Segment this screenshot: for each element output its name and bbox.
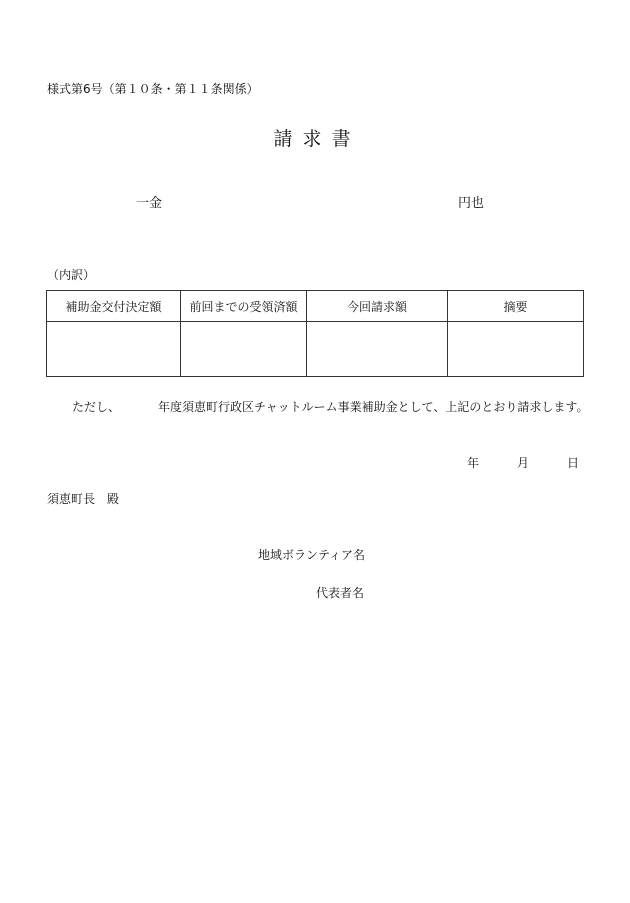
statement-lead: ただし、 xyxy=(72,400,121,414)
organization-name-label: 地域ボランティア名 xyxy=(258,548,366,562)
breakdown-value-row xyxy=(47,322,584,377)
form-number: 様式第6号（第１０条・第１１条関係） xyxy=(47,82,259,96)
cell-decided-amount[interactable] xyxy=(47,322,181,377)
statement-body: 年度須恵町行政区チャットルーム事業補助金として、上記のとおり請求します。 xyxy=(158,400,589,414)
header-current-request: 今回請求額 xyxy=(307,291,448,322)
header-received-amount: 前回までの受領済額 xyxy=(181,291,307,322)
addressee: 須恵町長 殿 xyxy=(47,492,120,506)
cell-current-request[interactable] xyxy=(307,322,448,377)
cell-remarks[interactable] xyxy=(448,322,584,377)
representative-name-label: 代表者名 xyxy=(316,586,365,600)
header-decided-amount: 補助金交付決定額 xyxy=(47,291,181,322)
amount-prefix: 一金 xyxy=(136,196,163,211)
cell-received-amount[interactable] xyxy=(181,322,307,377)
breakdown-table xyxy=(46,290,584,377)
document-title: 請求書 xyxy=(273,128,361,150)
date-month-label: 月 xyxy=(517,456,530,470)
amount-suffix: 円也 xyxy=(458,196,485,211)
date-line xyxy=(467,454,579,471)
date-day-label: 日 xyxy=(567,456,580,470)
header-remarks: 摘要 xyxy=(448,291,584,322)
request-statement xyxy=(72,398,588,415)
breakdown-header-row xyxy=(47,291,584,322)
date-year-label: 年 xyxy=(467,456,480,470)
breakdown-caption: （内訳） xyxy=(47,268,96,282)
